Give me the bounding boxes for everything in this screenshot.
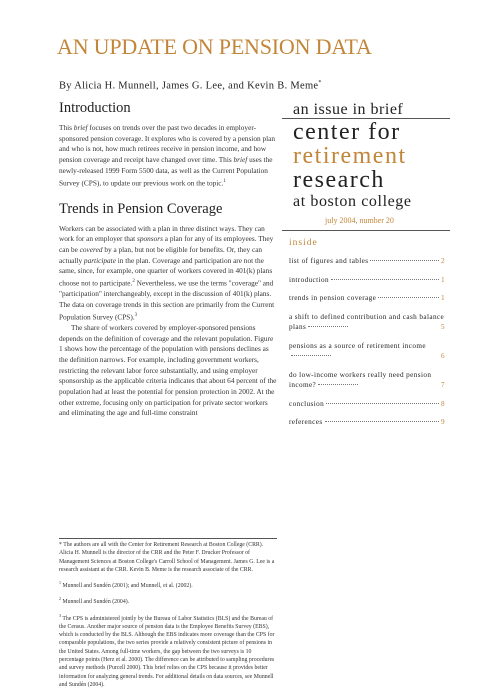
toc-line [289,417,445,428]
footnote-3 [59,612,277,690]
brand-block [293,120,412,212]
trends-paragraph-1 [59,224,277,323]
toc-item[interactable] [289,293,445,304]
toc-page-number: 1 [441,275,445,284]
trends-text-d: in the plan. Coverage and participation are not the same, since, for example, one quarter of workers covered in 401(k) plans choose not to participate. [59,255,273,288]
page-title: AN UPDATE ON PENSION DATA [57,34,372,59]
footnote-authors: * The authors are all with the Center for Retirement Research at Boston College (CRR). Alicia H. Munnell is the director of the CRR and the Peter F. Drucker Professor of Management Sciences at Boston College's Carroll School of Management. James G. Lee is a research assistant at the CRR. Kevin B. Meme is the research associate of the CRR. [59,542,275,573]
toc-line [289,312,445,333]
toc-page-number: 5 [441,323,445,331]
table-of-contents [289,238,445,436]
intro-em-brief-2: brief [233,155,248,165]
toc-label: pensions as a source of retirement income [289,341,426,350]
toc-dot-leader [318,384,358,385]
toc-page-number: 6 [441,352,445,360]
intro-paragraph [59,123,277,189]
toc-item[interactable] [289,256,445,267]
intro-heading: Introduction [59,100,131,116]
trends-em-covered: covered [79,245,103,255]
toc-line [289,341,445,362]
toc-dot-leader [291,355,331,356]
trends-text-b: a plan for any of its employees. They can be [59,234,274,255]
intro-text-b: focuses on trends over the past two decades in employer-sponsored pension coverage. It explores who is covered by a pension plan and who is not, how much retirees receive in pension income, and how pension coverage and receipt have changed over time. This [59,123,276,165]
toc-page-number: 7 [441,381,445,389]
footnote-ref-3: 3 [134,312,138,318]
toc-dot-leader [370,260,439,261]
toc-line [289,275,445,286]
toc-item[interactable] [289,399,445,410]
footnotes [59,538,277,694]
issue-date: july 2004, number 20 [325,216,394,225]
footnote-2-text: Munnell and Sundén (2004). [61,599,130,606]
toc-dot-leader [326,403,439,404]
footnote-1 [59,579,277,590]
footnote-ref-2: 2 [132,279,135,285]
toc-label: do low-income workers really need pension income? [289,370,432,389]
footnote-3-number: 3 [59,612,61,618]
intro-em-brief: brief [73,123,88,132]
trends-paragraph-2: The share of workers covered by employer-sponsored pensions depends on the definition of coverage and the relevant population. Figure 1 shows how the percentage of the population with pensions declines as the definition narrows. For example, including government workers, restricting the relevant labor force substantially, and using employer sponsorship as the applicable criteria indicates that about 64 percent of the population had at least the potential for pension protection in 2002. At the other extreme, focusing only on participation for private sector workers and eliminating the age and full-time constraint [59,322,277,418]
toc-item[interactable] [289,312,445,333]
footnote-1-text: Munnell and Sundén (2001); and Munnell, et al. (2002). [61,583,193,590]
footnote-3-text: The CPS is administered jointly by the Bureau of Labor Statistics (BLS) and the Bureau of the Census. Another major source of pension data is the Employee Benefits Survey (EBS), which is conducted by the BLS. Although the EBS indicates more coverage than the CPS for comparable populations, the two series provide a relatively consistent picture of pensions in the United States. Among full-time workers, the gap between the two surveys is 10 percentage points (Herz et al. 2000). The difference can be attributed to sampling procedures and survey methods (Purcell 2000). This brief relies on the CPS because it provides better information for analyzing general trends. For additional details on data sources, see Munnell and Sundén (2004). [59,615,275,688]
toc-dot-leader [308,326,348,327]
toc-page-number: 8 [441,399,445,408]
brand-line-research: research [293,167,385,193]
trends-heading: Trends in Pension Coverage [59,200,223,217]
issue-label: an issue in brief [293,101,404,118]
toc-list [289,256,445,428]
toc-label: a shift to defined contribution and cash balance plans [289,312,445,331]
toc-dot-leader [325,421,439,422]
intro-text-c: uses the newly-released 1999 Form 5500 data, as well as the Current Population Survey (CPS), to update our previous work on the topic. [59,155,273,187]
footnote-2 [59,595,277,606]
footnote-2-number: 2 [59,596,61,602]
brand-line-retirement: retirement [293,143,407,169]
toc-item[interactable] [289,341,445,362]
toc-item[interactable] [289,370,445,391]
footnote-ref-1: 1 [223,178,226,184]
brand-line-center-for: center for [293,119,401,145]
toc-line [289,256,445,267]
toc-label: conclusion [289,399,325,408]
author-names: By Alicia H. Munnell, James G. Lee, and Kevin B. Meme [59,80,319,92]
brand-line-boston-college: at boston college [293,193,412,210]
toc-label: references [289,418,323,426]
toc-line [289,370,445,391]
toc-dot-leader [378,297,439,298]
toc-page-number: 9 [441,418,445,426]
toc-dot-leader [331,279,439,280]
author-line [59,80,322,92]
trends-text-c: by a plan, but not be eligible for benefits. Or, they can actually [59,245,263,265]
toc-page-number: 1 [441,294,445,302]
toc-item[interactable] [289,275,445,286]
footnote-rule [59,538,277,539]
toc-label: list of figures and tables [289,257,369,265]
toc-line [289,293,445,304]
trends-em-participate: participate [83,255,116,265]
main-column [59,100,277,419]
toc-heading: inside [289,238,318,248]
toc-item[interactable] [289,417,445,428]
brand-bottom-rule [282,230,450,231]
toc-page-number: 2 [441,257,445,265]
author-note-marker: * [318,80,322,86]
trends-em-sponsors: sponsors [137,234,163,244]
trends-text-a: Workers can be associated with a plan in three distinct ways. They can work for an employer that [59,223,265,244]
toc-label: introduction [289,275,329,284]
toc-line [289,399,445,410]
footnote-1-number: 1 [59,580,61,586]
trends-text-e: Nevertheless, we use the terms "coverage" and "participation" interchangeably, except in the discussion of 401(k) plans. The data on coverage trends in this section are primarily from the Current Population Survey (CPS). [59,278,275,322]
intro-text-a: This [59,123,74,132]
toc-label: trends in pension coverage [289,294,377,302]
